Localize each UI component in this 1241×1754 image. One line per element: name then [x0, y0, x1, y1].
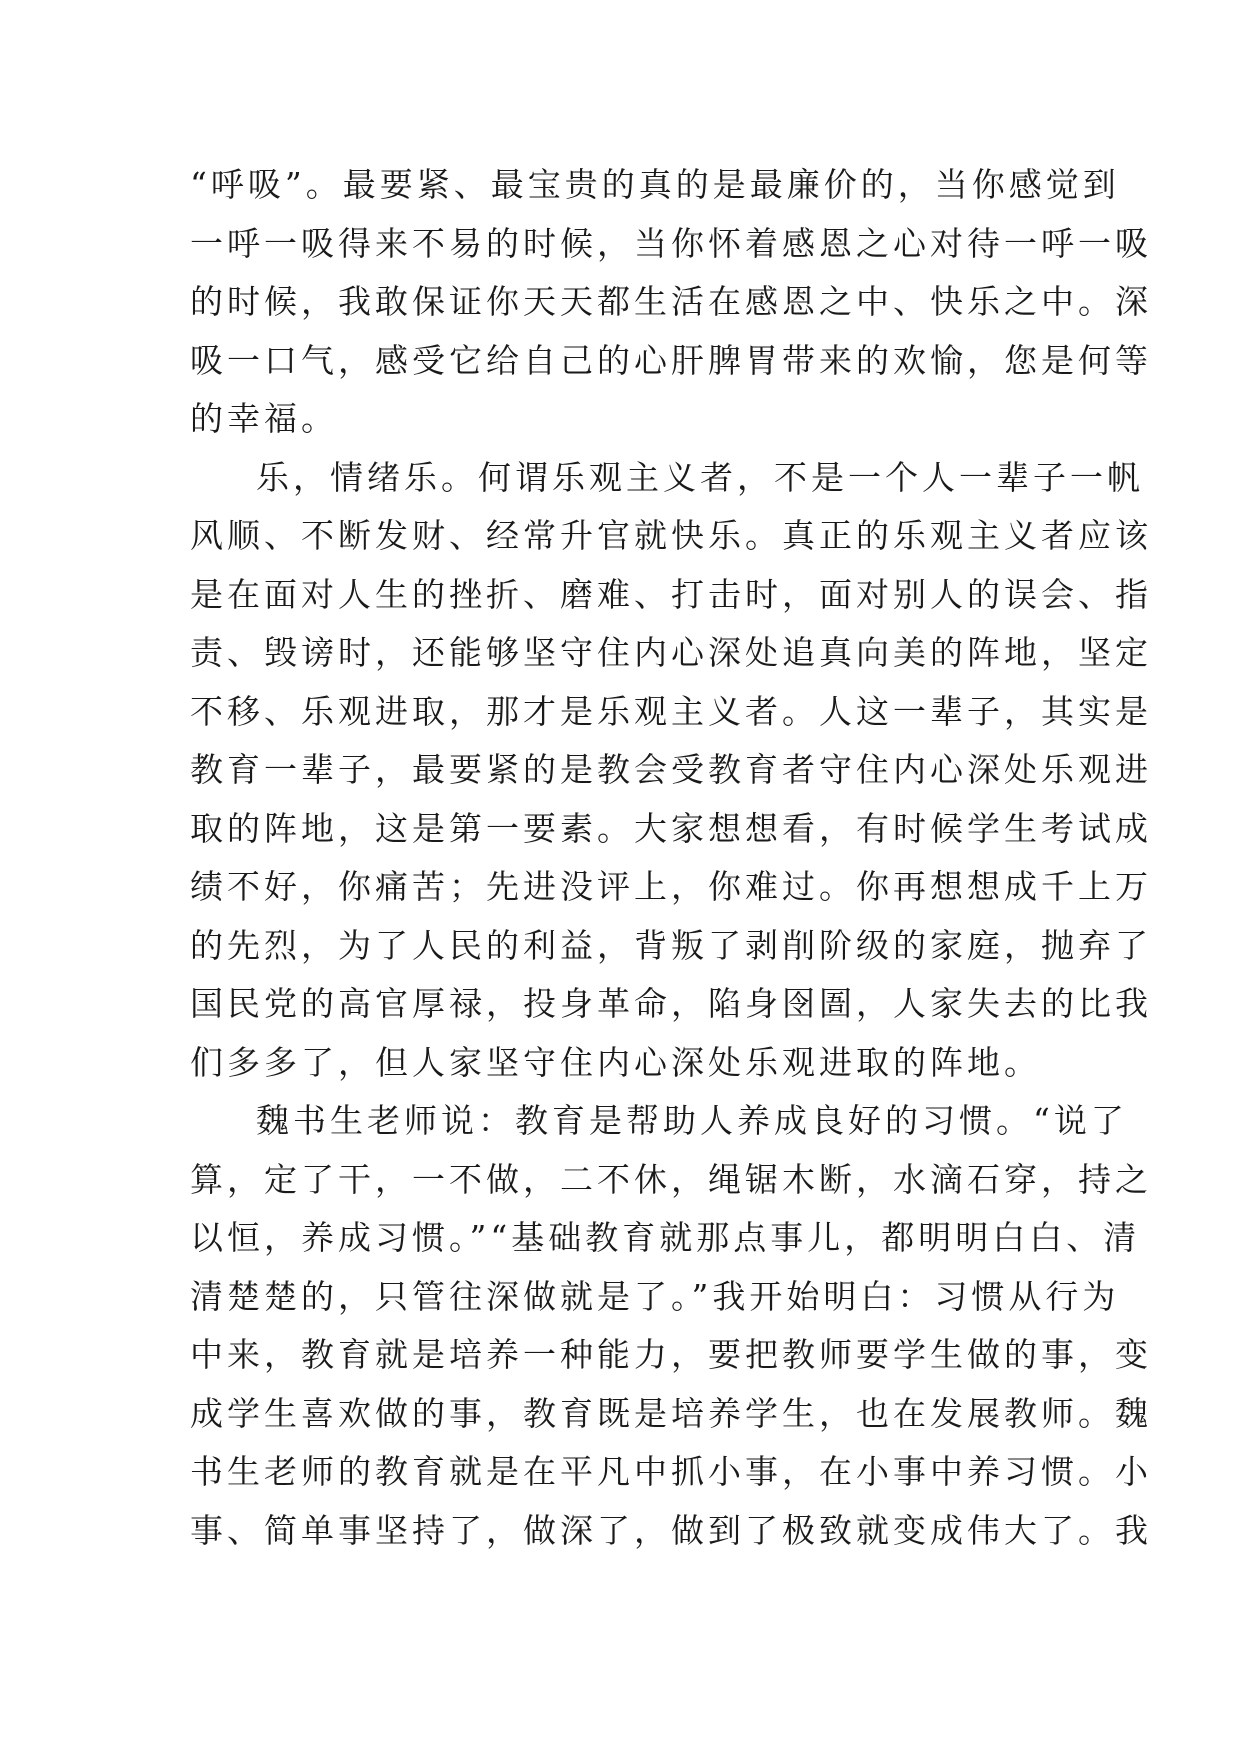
text-line: 的时候，我敢保证你天天都生活在感恩之中、快乐之中。深: [190, 282, 1152, 321]
text-line: 不移、乐观进取，那才是乐观主义者。人这一辈子，其实是: [190, 691, 1152, 731]
text-line: 一呼一吸得来不易的时候，当你怀着感恩之心对待一呼一吸: [190, 223, 1152, 263]
text-line: 国民党的高官厚禄，投身革命，陷身囹圄，人家失去的比我: [190, 984, 1152, 1023]
document-body: [190, 156, 1152, 1560]
text-line: 清楚楚的，只管往深做就是了。”我开始明白：习惯从行为: [190, 1276, 1120, 1316]
text-line: 成学生喜欢做的事，教育既是培养学生，也在发展教师。魏: [190, 1393, 1152, 1433]
text-line: 的幸福。: [190, 399, 338, 438]
text-line: 书生老师的教育就是在平凡中抓小事，在小事中养习惯。小: [190, 1452, 1152, 1491]
text-line: 魏书生老师说：教育是帮助人养成良好的习惯。“说了: [256, 1101, 1128, 1140]
text-line: 以恒，养成习惯。”“基础教育就那点事儿，都明明白白、清: [190, 1218, 1141, 1257]
text-line: 们多多了，但人家坚守住内心深处乐观进取的阵地。: [190, 1042, 1041, 1082]
text-line: 责、毁谤时，还能够坚守住内心深处追真向美的阵地，坚定: [190, 633, 1152, 672]
text-line: 算，定了干，一不做，二不休，绳锯木断，水滴石穿，持之: [190, 1159, 1152, 1199]
text-line: 绩不好，你痛苦；先进没评上，你难过。你再想想成千上万: [190, 867, 1152, 906]
text-line: 是在面对人生的挫折、磨难、打击时，面对别人的误会、指: [190, 574, 1152, 614]
text-line: 教育一辈子，最要紧的是教会受教育者守住内心深处乐观进: [190, 750, 1152, 789]
text-line: 取的阵地，这是第一要素。大家想想看，有时候学生考试成: [190, 808, 1152, 848]
text-line: “呼吸”。最要紧、最宝贵的真的是最廉价的，当你感觉到: [190, 165, 1120, 204]
text-line: 吸一口气，感受它给自己的心肝脾胃带来的欢愉，您是何等: [190, 340, 1152, 380]
text-line: 中来，教育就是培养一种能力，要把教师要学生做的事，变: [190, 1335, 1152, 1374]
text-line: 事、简单事坚持了，做深了，做到了极致就变成伟大了。我: [190, 1510, 1152, 1550]
text-line: 的先烈，为了人民的利益，背叛了剥削阶级的家庭，抛弃了: [190, 925, 1152, 965]
text-line: 乐，情绪乐。何谓乐观主义者，不是一个人一辈子一帆: [256, 457, 1144, 497]
text-line: 风顺、不断发财、经常升官就快乐。真正的乐观主义者应该: [190, 516, 1152, 555]
